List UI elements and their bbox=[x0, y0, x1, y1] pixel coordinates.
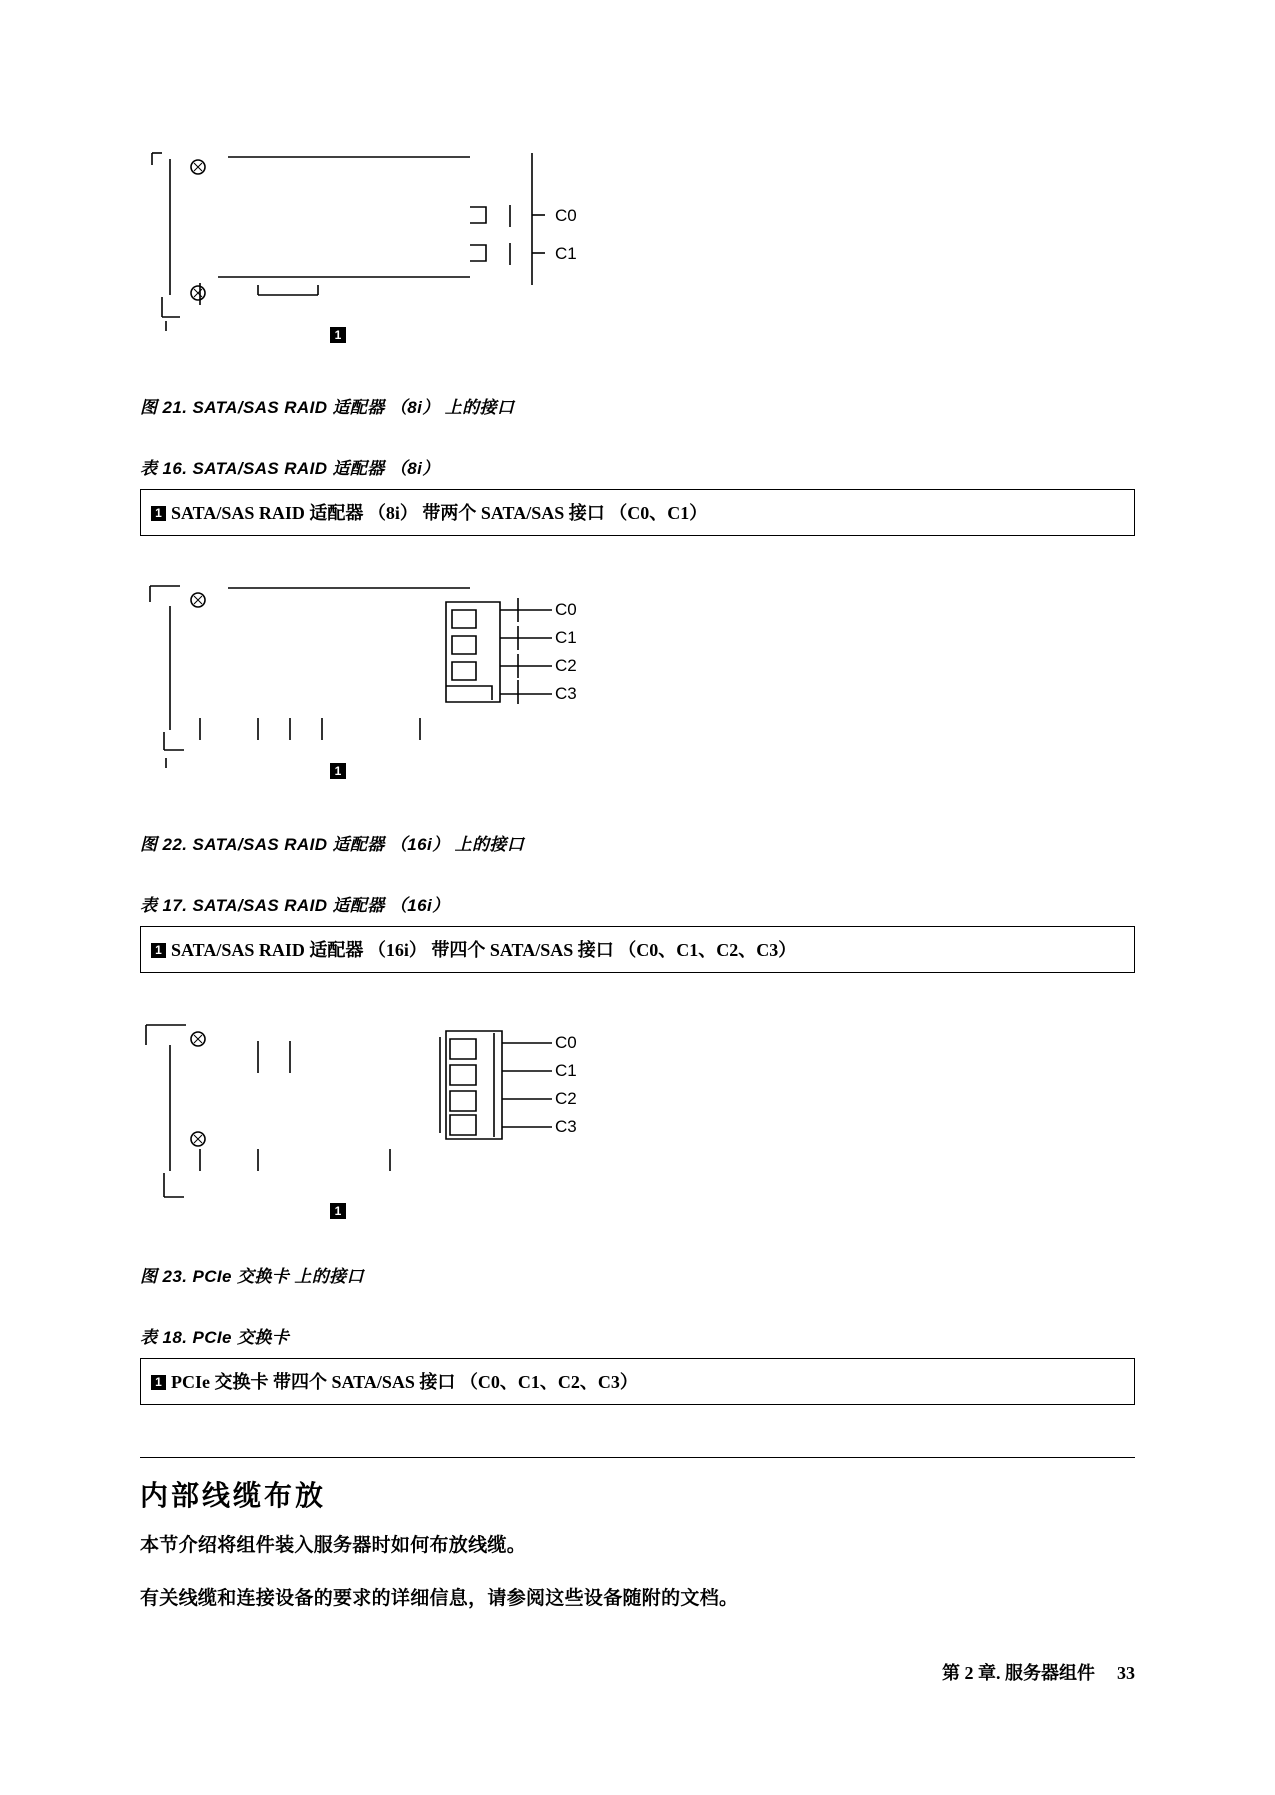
port-label-c0: C0 bbox=[555, 600, 577, 619]
footer-chapter: 第 2 章. 服务器组件 bbox=[942, 1663, 1095, 1683]
figure-23-block bbox=[140, 1021, 1135, 1256]
table-16-caption: 表 16. SATA/SAS RAID 适配器 （8i） bbox=[140, 459, 440, 478]
table-18-legend-box bbox=[140, 1358, 1135, 1405]
figure-21-block bbox=[140, 145, 1135, 375]
figure-21-callout-1: 1 bbox=[330, 327, 346, 343]
section-paragraph-2: 有关线缆和连接设备的要求的详细信息，请参阅这些设备随附的文档。 bbox=[140, 1588, 739, 1609]
section-title: 内部线缆布放 bbox=[140, 1480, 327, 1511]
footer-page-number: 33 bbox=[1117, 1663, 1135, 1683]
legend-callout-1: 1 bbox=[151, 506, 166, 521]
figure-21-illustration bbox=[140, 145, 1135, 345]
table-16-legend-box bbox=[140, 489, 1135, 536]
figure-22-block bbox=[140, 580, 1135, 820]
document-page bbox=[0, 145, 1275, 1795]
port-label-c2: C2 bbox=[555, 656, 577, 675]
port-label-c2: C2 bbox=[555, 1089, 577, 1108]
section-paragraph-1: 本节介绍将组件装入服务器时如何布放线缆。 bbox=[140, 1535, 527, 1556]
figure-23-callout-1: 1 bbox=[330, 1203, 346, 1219]
figure-23-illustration bbox=[140, 1021, 1135, 1226]
port-label-c3: C3 bbox=[555, 1117, 577, 1136]
figure-22-callout-1: 1 bbox=[330, 763, 346, 779]
legend-callout-1: 1 bbox=[151, 1375, 166, 1390]
figure-21-caption: 图 21. SATA/SAS RAID 适配器 （8i） 上的接口 bbox=[140, 398, 515, 417]
port-label-c0: C0 bbox=[555, 206, 577, 225]
figure-23-caption: 图 23. PCIe 交换卡 上的接口 bbox=[140, 1267, 364, 1286]
port-label-c1: C1 bbox=[555, 1061, 577, 1080]
page-footer bbox=[942, 1659, 1135, 1685]
port-label-c1: C1 bbox=[555, 244, 577, 263]
figure-22-caption: 图 22. SATA/SAS RAID 适配器 （16i） 上的接口 bbox=[140, 835, 525, 854]
figure-22-illustration bbox=[140, 580, 1135, 790]
table-16-legend-text: SATA/SAS RAID 适配器 （8i） 带两个 SATA/SAS 接口 （C0、C1） bbox=[171, 503, 708, 523]
table-17-legend-text: SATA/SAS RAID 适配器 （16i） 带四个 SATA/SAS 接口 （C0、C1、C2、C3） bbox=[171, 940, 797, 960]
table-17-legend-box bbox=[140, 926, 1135, 973]
port-label-c0: C0 bbox=[555, 1033, 577, 1052]
port-label-c3: C3 bbox=[555, 684, 577, 703]
port-label-c1: C1 bbox=[555, 628, 577, 647]
table-17-caption: 表 17. SATA/SAS RAID 适配器 （16i） bbox=[140, 896, 450, 915]
table-18-caption: 表 18. PCIe 交换卡 bbox=[140, 1328, 290, 1347]
legend-callout-1: 1 bbox=[151, 943, 166, 958]
table-18-legend-text: PCIe 交换卡 带四个 SATA/SAS 接口 （C0、C1、C2、C3） bbox=[171, 1372, 638, 1392]
